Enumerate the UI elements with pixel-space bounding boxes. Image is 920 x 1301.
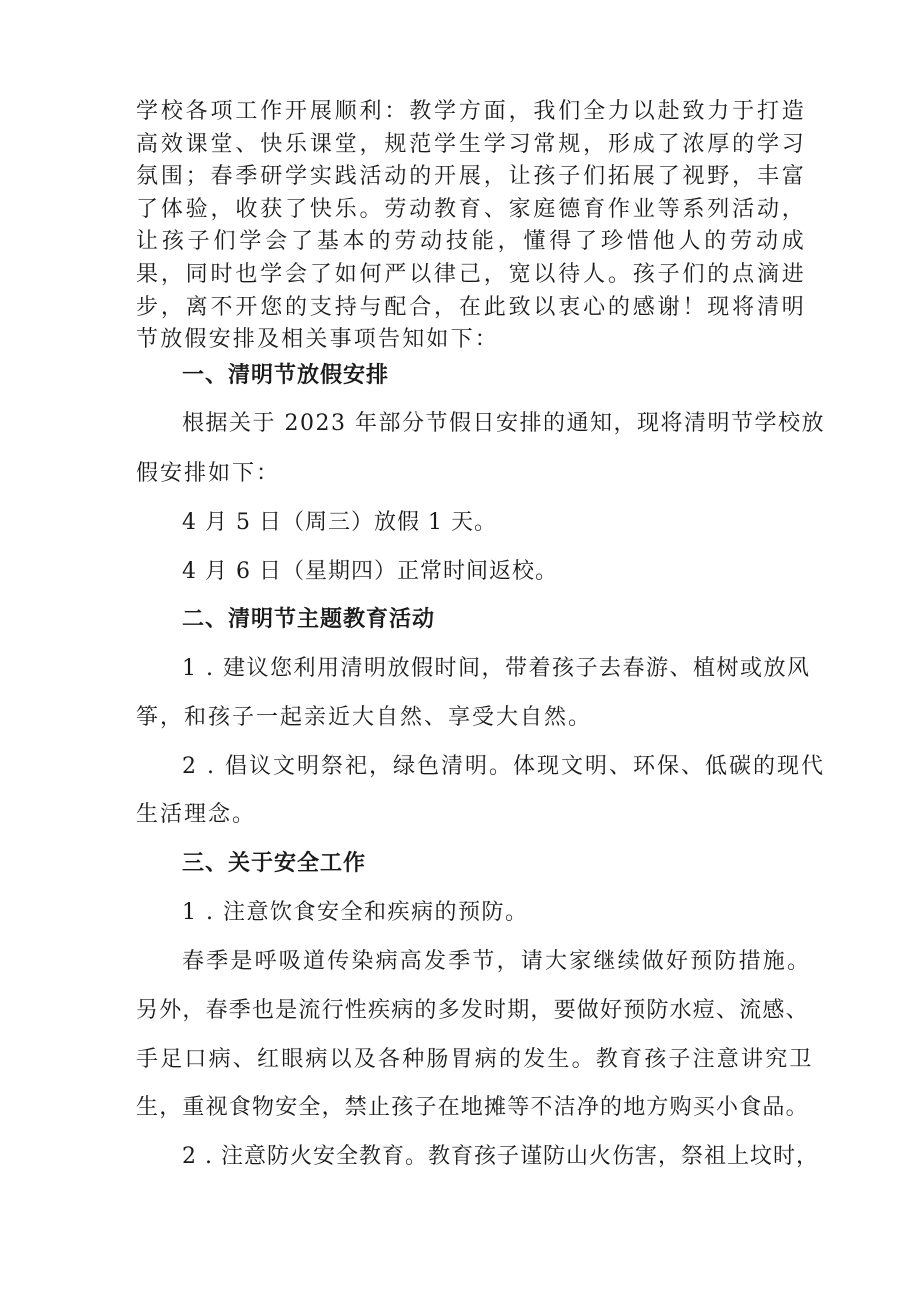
section-2-item-1-line-2: 筝，和孩子一起亲近大自然、享受大自然。 <box>136 705 593 730</box>
section-2-item-1-line-1: 1 . 建议您利用清明放假时间，带着孩子去春游、植树或放风 <box>182 656 811 681</box>
section-2-heading: 二、清明节主题教育活动 <box>182 607 436 632</box>
intro-paragraph: 学校各项工作开展顺利：教学方面，我们全力以赴致力于打造高效课堂、快乐课堂，规范学生学习常规，形成了浓厚的学习氛围；春季研学实践活动的开展，让孩子们拓展了视野，丰富了体验，收获了快乐。劳动教育、家庭德育作业等系列活动，让孩子们学会了基本的劳动技能，懂得了珍惜他人的劳动成果，同时也学会了如何严以律己，宽以待人。孩子们的点滴进步，离不开您的支持与配合，在此致以衷心的感谢！现将清明节放假安排及相关事项告知如下： <box>136 99 806 353</box>
section-3-paragraph-line-2: 另外，春季也是流行性疾病的多发时期，要做好预防水痘、流感、 <box>136 998 809 1023</box>
holiday-item-1: 4 月 5 日（周三）放假 1 天。 <box>182 510 497 535</box>
section-3-paragraph-line-3: 手足口病、红眼病以及各种肠胃病的发生。教育孩子注意讲究卫 <box>136 1047 814 1072</box>
section-1-heading: 一、清明节放假安排 <box>182 363 390 388</box>
section-3-paragraph-line-1: 春季是呼吸道传染病高发季节，请大家继续做好预防措施。 <box>182 949 812 974</box>
section-1-paragraph-line-2: 假安排如下： <box>136 461 281 486</box>
section-1-paragraph-line-1: 根据关于 2023 年部分节假日安排的通知，现将清明节学校放 <box>182 411 825 436</box>
section-3-heading: 三、关于安全工作 <box>182 851 367 876</box>
holiday-item-2: 4 月 6 日（星期四）正常时间返校。 <box>182 559 558 584</box>
section-2-item-2-line-2: 生活理念。 <box>136 802 257 827</box>
section-3-item-1: 1 . 注意饮食安全和疾病的预防。 <box>182 900 529 925</box>
section-3-paragraph-line-4: 生，重视食物安全，禁止孩子在地摊等不洁净的地方购买小食品。 <box>136 1095 809 1120</box>
section-3-item-2-line-1: 2 . 注意防火安全教育。教育孩子谨防山火伤害，祭祖上坟时， <box>182 1144 819 1169</box>
section-2-item-2-line-1: 2 . 倡议文明祭祀，绿色清明。体现文明、环保、低碳的现代 <box>182 754 825 779</box>
